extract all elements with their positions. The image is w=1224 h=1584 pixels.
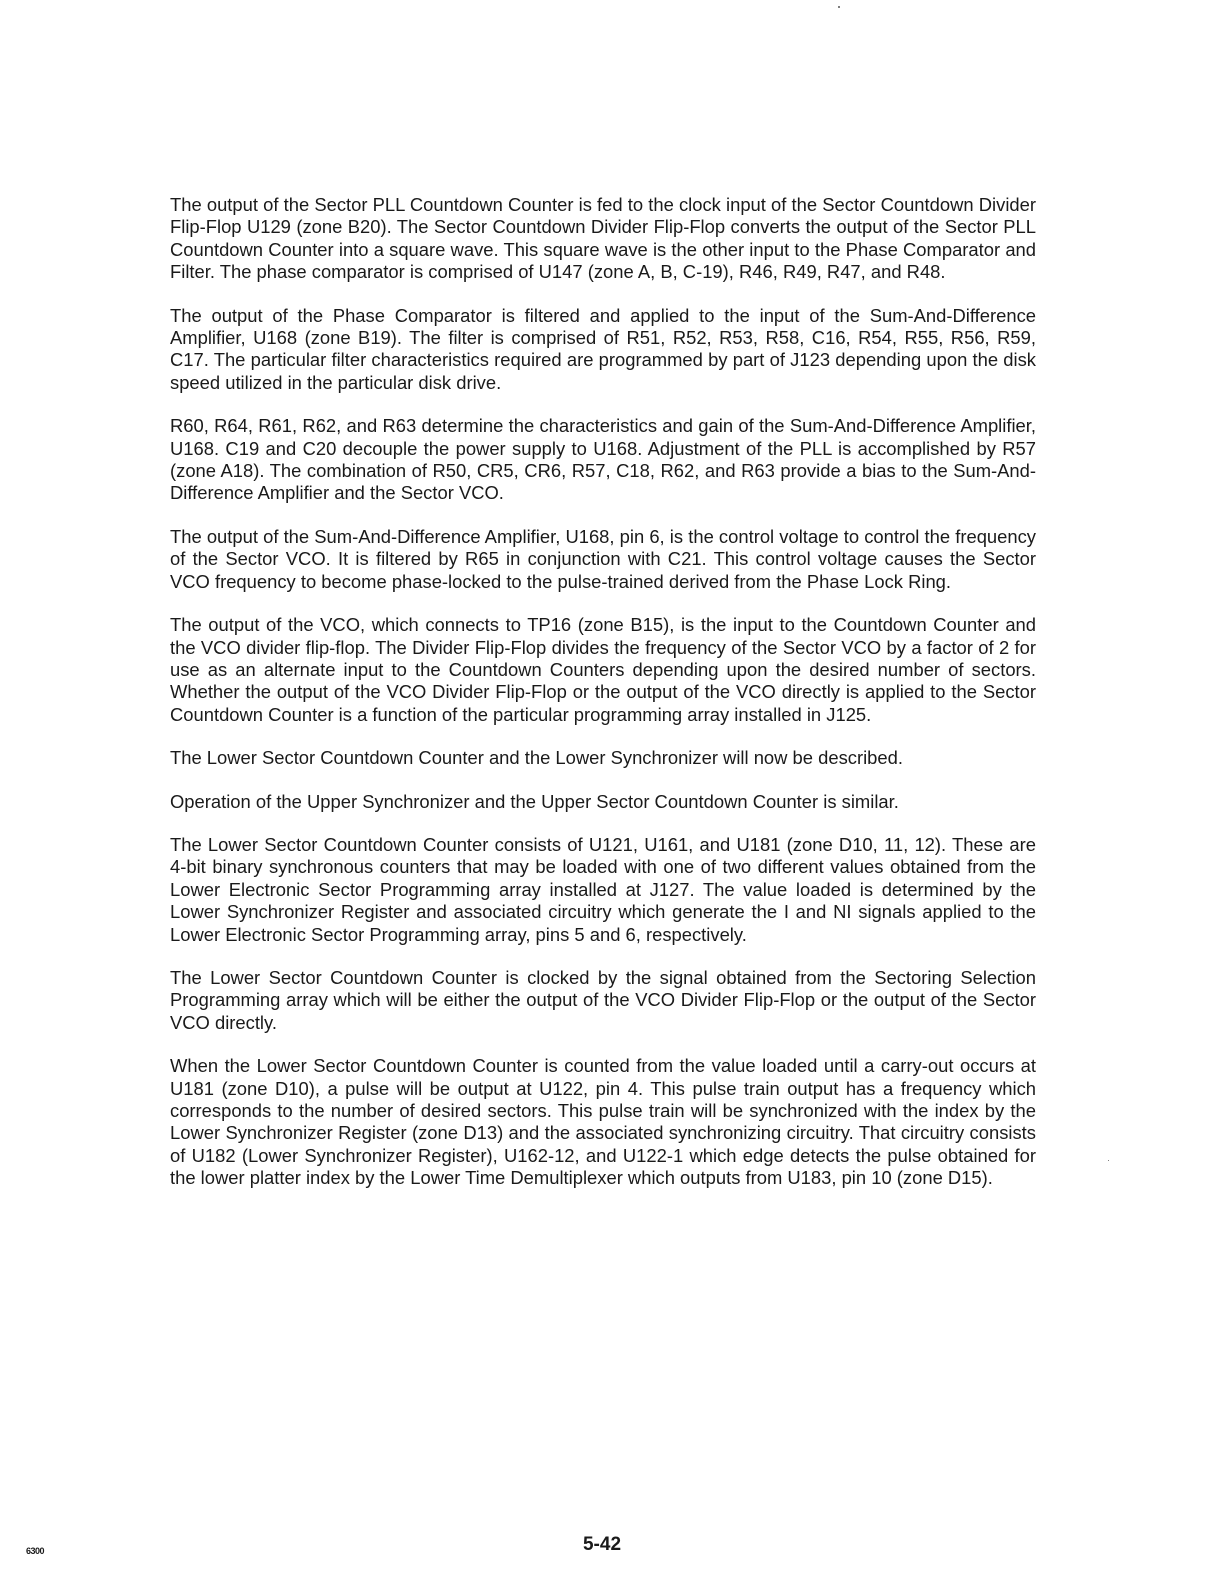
scan-speck [1108, 1160, 1109, 1161]
paragraph-amplifier-gain: R60, R64, R61, R62, and R63 determine the characteristics and gain of the Sum-And-Difference Amplifier, U168. C19 and C20 decouple the power supply to U168. Adjustment of the PLL is accomplished by R57 (zone A18). The combination of R50, CR5, CR6, R57, C18, R62, and R63 provide a bias to the Sum-And-Difference Amplifier and the Sector VCO. [170, 415, 1036, 504]
scan-speck [838, 6, 840, 8]
paragraph-carry-out-pulse: When the Lower Sector Countdown Counter is counted from the value loaded until a carry-out occurs at U181 (zone D10), a pulse will be output at U122, pin 4. This pulse train output has a frequency which corresponds to the number of desired sectors. This pulse train will be synchronized with the index by the Lower Synchronizer Register (zone D13) and the associated synchronizing circuitry. That circuitry consists of U182 (Lower Synchronizer Register), U162-12, and U122-1 which edge detects the pulse obtained for the lower platter index by the Lower Time Demultiplexer which outputs from U183, pin 10 (zone D15). [170, 1055, 1036, 1189]
paragraph-lower-counter-consists: The Lower Sector Countdown Counter consists of U121, U161, and U181 (zone D10, 11, 12). These are 4-bit binary synchronous counters that may be loaded with one of two different values obtained from the Lower Electronic Sector Programming array installed at J127. The value loaded is determined by the Lower Synchronizer Register and associated circuitry which generate the I and NI signals applied to the Lower Electronic Sector Programming array, pins 5 and 6, respectively. [170, 833, 1036, 945]
document-body [170, 194, 1036, 1211]
paragraph-phase-comparator-filter: The output of the Phase Comparator is filtered and applied to the input of the Sum-And-Difference Amplifier, U168 (zone B19). The filter is comprised of R51, R52, R53, R58, C16, R54, R55, R56, R59, C17. The particular filter characteristics required are programmed by part of J123 depending upon the disk speed utilized in the particular disk drive. [170, 304, 1036, 393]
paragraph-vco-output: The output of the VCO, which connects to TP16 (zone B15), is the input to the Countdown Counter and the VCO divider flip-flop. The Divider Flip-Flop divides the frequency of the Sector VCO by a factor of 2 for use as an alternate input to the Countdown Counters depending upon the desired number of sectors. Whether the output of the VCO Divider Flip-Flop or the output of the VCO directly is applied to the Sector Countdown Counter is a function of the particular programming array installed in J125. [170, 614, 1036, 725]
paragraph-lower-counter-intro: The Lower Sector Countdown Counter and the Lower Synchronizer will now be described. [170, 747, 903, 769]
paragraph-control-voltage: The output of the Sum-And-Difference Amplifier, U168, pin 6, is the control voltage to control the frequency of the Sector VCO. It is filtered by R65 in conjunction with C21. This control voltage causes the Sector VCO frequency to become phase-locked to the pulse-trained derived from the Phase Lock Ring. [170, 525, 1036, 592]
paragraph-upper-similar: Operation of the Upper Synchronizer and the Upper Sector Countdown Counter is similar. [170, 790, 899, 812]
paragraph-lower-counter-clocked: The Lower Sector Countdown Counter is clocked by the signal obtained from the Sectoring Selection Programming array which will be either the output of the VCO Divider Flip-Flop or the output of the Sector VCO directly. [170, 966, 1036, 1033]
paragraph-sector-countdown-divider: The output of the Sector PLL Countdown Counter is fed to the clock input of the Sector Countdown Divider Flip-Flop U129 (zone B20). The Sector Countdown Divider Flip-Flop converts the output of the Sector PLL Countdown Counter into a square wave. This square wave is the other input to the Phase Comparator and Filter. The phase comparator is comprised of U147 (zone A, B, C-19), R46, R49, R47, and R48. [170, 194, 1036, 283]
page-number: 5-42 [582, 1534, 622, 1555]
document-code: 6300 [26, 1546, 45, 1556]
